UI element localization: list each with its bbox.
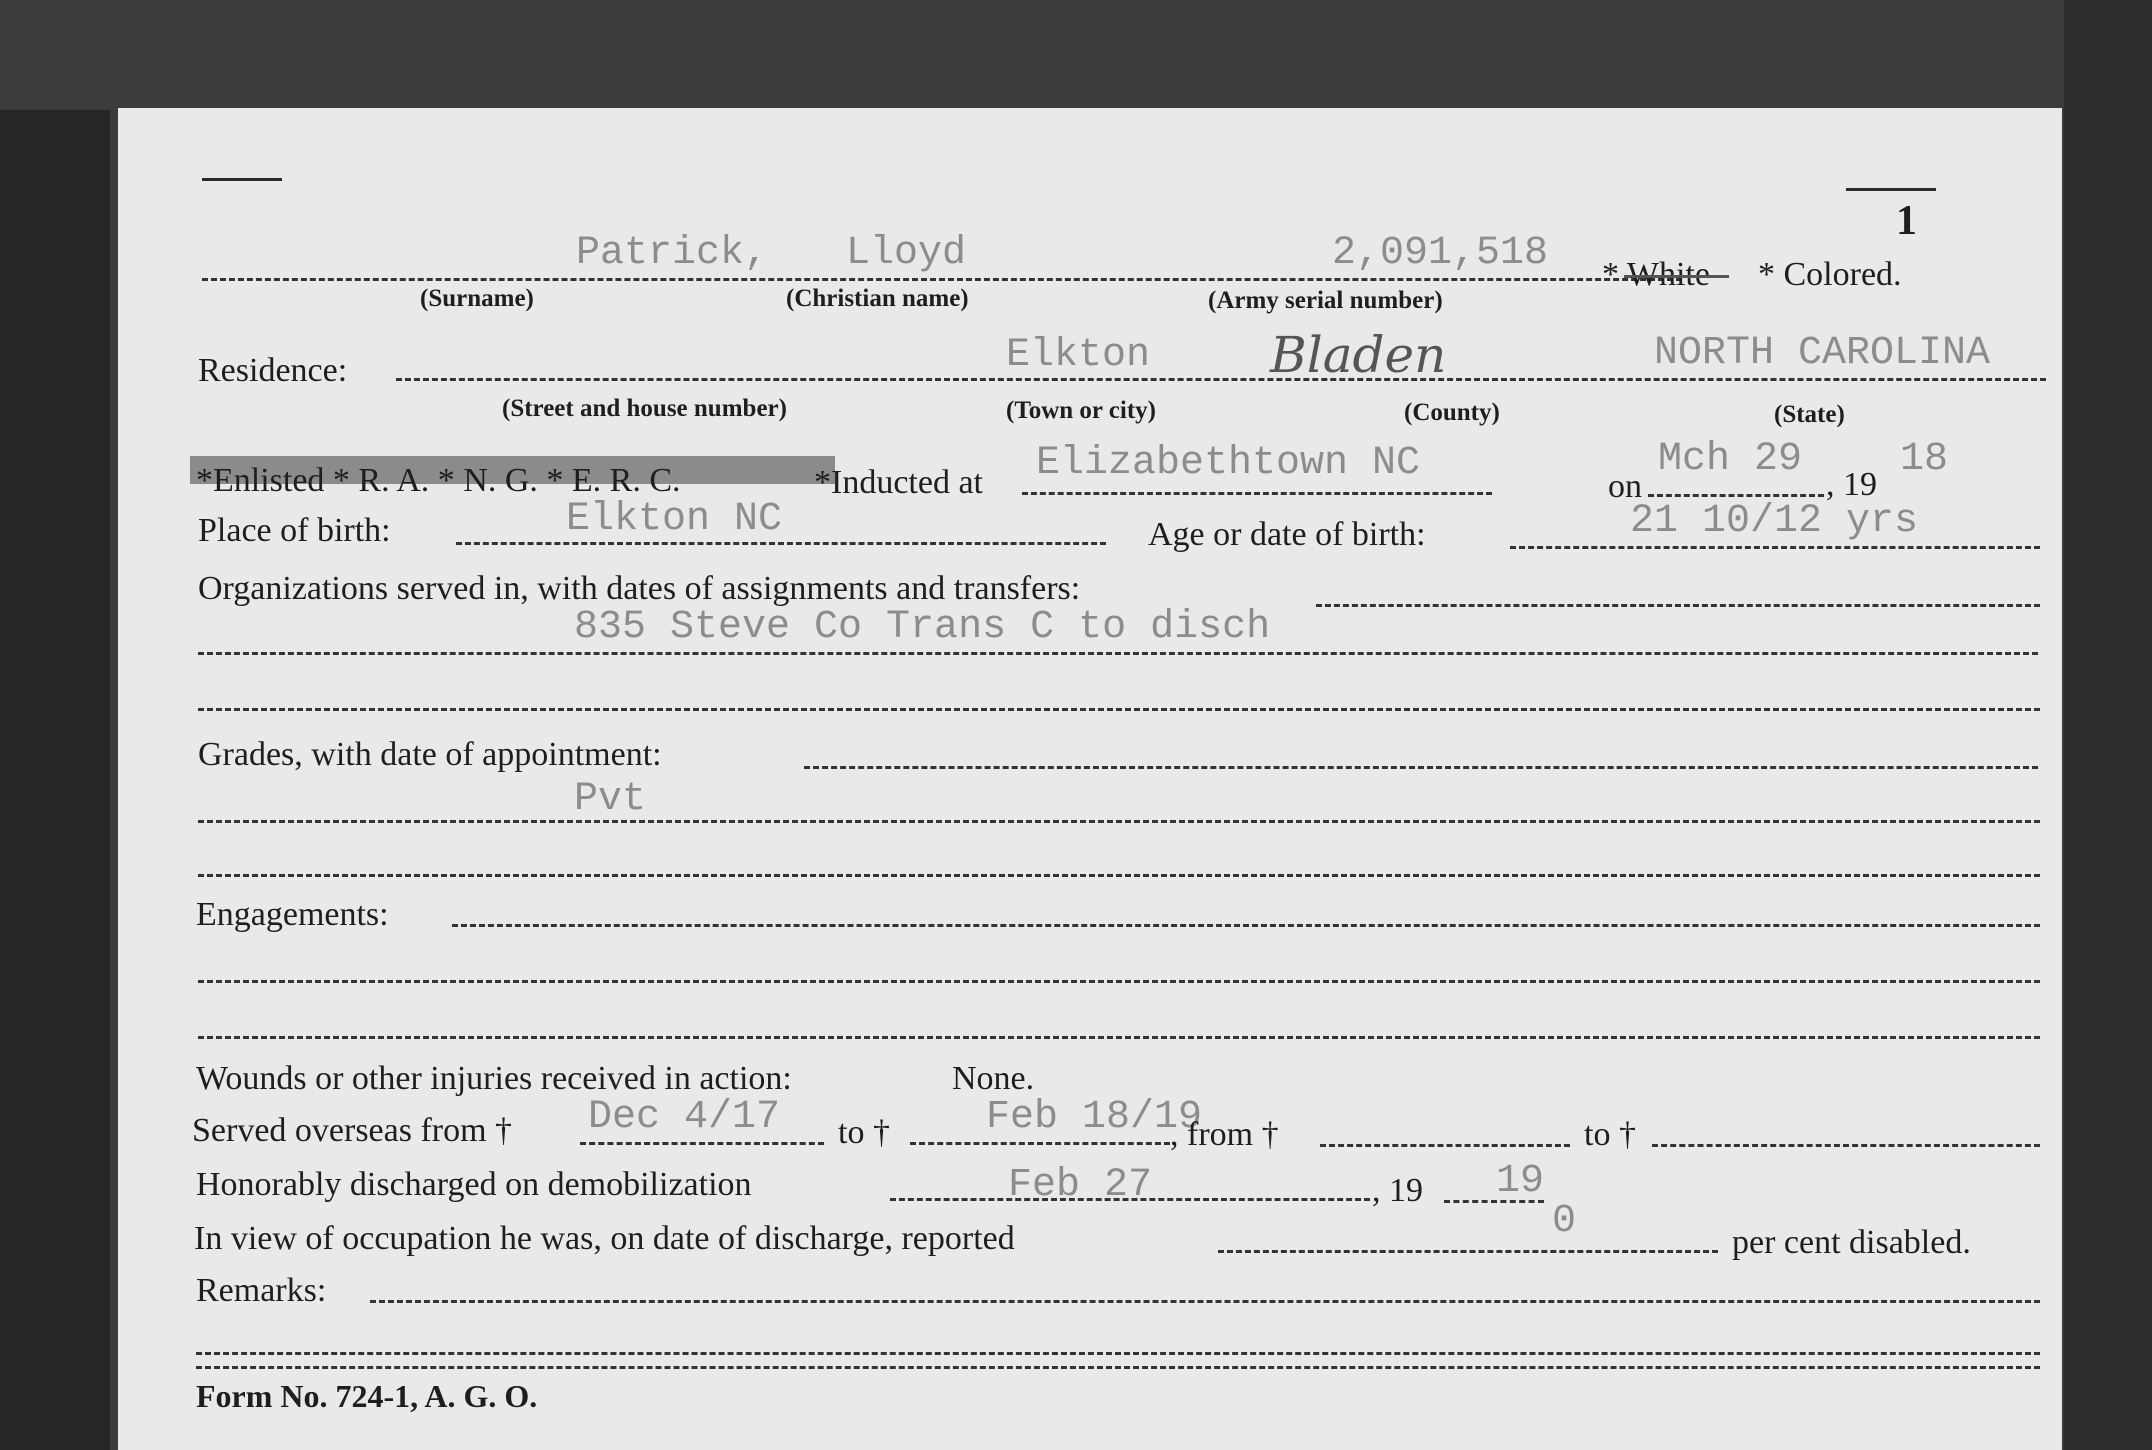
residence-label: Residence: — [198, 352, 348, 389]
wounds-label: Wounds or other injuries received in action: — [196, 1060, 792, 1097]
organizations-line-2 — [198, 652, 2038, 655]
induction-date-line — [1648, 494, 1824, 497]
induction-year-prefix: , 19 — [1826, 466, 1877, 503]
white-label: * White — [1602, 256, 1710, 293]
disability-value: 0 — [1552, 1199, 1577, 1244]
inducted-line — [1022, 492, 1492, 495]
organizations-line-1 — [1316, 604, 2040, 607]
residence-state: NORTH CAROLINA — [1654, 331, 1991, 376]
inducted-place: Elizabethtown NC — [1036, 441, 1421, 486]
place-of-birth-label: Place of birth: — [198, 512, 391, 549]
background-top — [0, 0, 2152, 110]
engagements-line-1 — [452, 924, 2040, 927]
engagements-line-3 — [198, 1036, 2040, 1039]
overseas-from2-label: , from † — [1170, 1116, 1279, 1153]
discharge-year: 19 — [1496, 1159, 1545, 1204]
top-left-rule — [202, 178, 282, 181]
induction-date: Mch 29 — [1658, 437, 1803, 482]
grades-value: Pvt — [574, 777, 647, 822]
discharge-year-prefix: , 19 — [1372, 1172, 1423, 1209]
white-strike — [1624, 275, 1729, 278]
overseas-from-line — [580, 1142, 824, 1145]
age-value: 21 10/12 yrs — [1630, 499, 1919, 544]
engagements-label: Engagements: — [196, 896, 389, 933]
colored-label: * Colored. — [1758, 256, 1902, 293]
serial-number-value: 2,091,518 — [1332, 231, 1549, 276]
town-caption: (Town or city) — [1006, 397, 1156, 424]
disability-suffix: per cent disabled. — [1732, 1224, 1971, 1261]
overseas-to-line — [910, 1142, 1170, 1145]
overseas-to2-line — [1652, 1144, 2040, 1147]
state-caption: (State) — [1774, 401, 1845, 428]
wounds-value: None. — [952, 1060, 1035, 1097]
organizations-value: 835 Steve Co Trans C to disch — [574, 605, 1271, 650]
overseas-from2-line — [1320, 1144, 1570, 1147]
street-caption: (Street and house number) — [502, 395, 787, 422]
residence-county: Bladen — [1270, 326, 1447, 384]
discharge-year-line — [1444, 1200, 1544, 1203]
residence-town: Elkton — [1006, 333, 1151, 378]
discharge-date-line — [890, 1198, 1370, 1201]
discharge-date: Feb 27 — [1008, 1163, 1153, 1208]
inducted-label: *Inducted at — [814, 464, 983, 501]
grades-line-1 — [804, 766, 2038, 769]
place-of-birth-line — [456, 542, 1106, 545]
top-right-rule — [1846, 188, 1936, 191]
grades-line-2 — [198, 820, 2040, 823]
christian-name-value: Lloyd — [846, 231, 967, 276]
on-label: on — [1608, 468, 1642, 505]
service-record-card — [118, 108, 2062, 1450]
surname-value: Patrick, — [576, 231, 769, 276]
overseas-label: Served overseas from † — [192, 1112, 513, 1149]
organizations-label: Organizations served in, with dates of assignments and transfers: — [198, 570, 1081, 607]
place-of-birth-value: Elkton NC — [566, 497, 783, 542]
overseas-to2-label: to † — [1584, 1116, 1636, 1153]
overseas-from-date: Dec 4/17 — [588, 1095, 781, 1140]
grades-label: Grades, with date of appointment: — [198, 736, 662, 773]
enlisted-label: *Enlisted * R. A. * N. G. * E. R. C. — [196, 462, 681, 499]
remarks-line-2 — [196, 1352, 2040, 1355]
discharge-label: Honorably discharged on demobilization — [196, 1166, 752, 1203]
name-line — [202, 278, 1682, 281]
background-left — [0, 0, 110, 1450]
age-label: Age or date of birth: — [1148, 516, 1426, 553]
organizations-line-3 — [198, 708, 2040, 711]
grades-line-3 — [198, 874, 2040, 877]
induction-year: 18 — [1900, 437, 1949, 482]
serial-number-caption: (Army serial number) — [1208, 287, 1443, 314]
form-number: Form No. 724-1, A. G. O. — [196, 1378, 538, 1414]
engagements-line-2 — [198, 980, 2040, 983]
background-right — [2064, 0, 2152, 1450]
remarks-label: Remarks: — [196, 1272, 327, 1309]
disability-label: In view of occupation he was, on date of discharge, reported — [194, 1220, 1015, 1257]
residence-line — [396, 378, 2046, 381]
overseas-to-label: to † — [838, 1114, 890, 1151]
county-caption: (County) — [1404, 399, 1500, 426]
corner-number: 1 — [1896, 198, 1917, 244]
surname-caption: (Surname) — [420, 285, 534, 312]
remarks-line-1 — [370, 1300, 2040, 1303]
christian-name-caption: (Christian name) — [786, 285, 969, 312]
remarks-line-3 — [196, 1366, 2040, 1369]
disability-line — [1218, 1250, 1718, 1253]
overseas-to-date: Feb 18/19 — [986, 1095, 1203, 1140]
age-line — [1510, 546, 2040, 549]
